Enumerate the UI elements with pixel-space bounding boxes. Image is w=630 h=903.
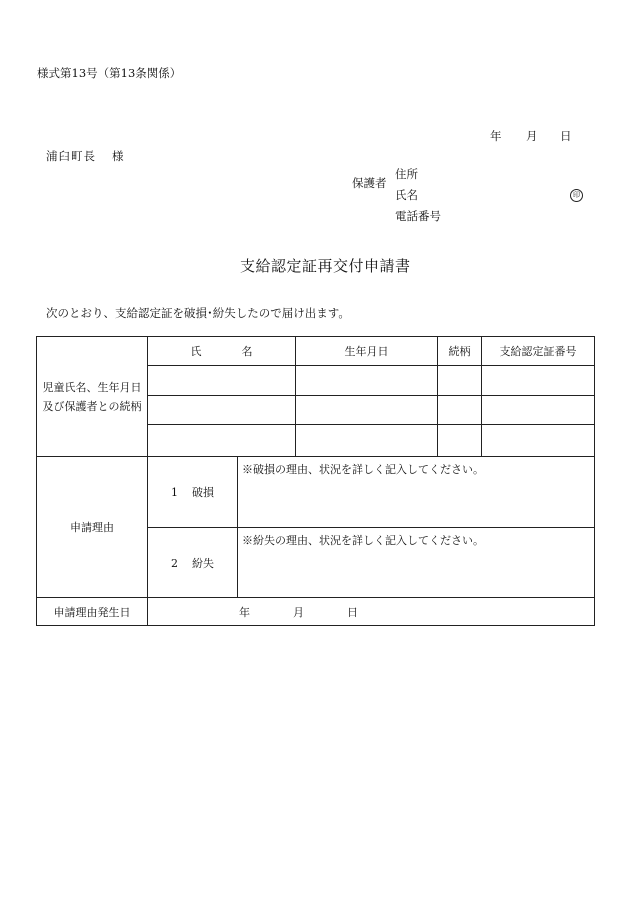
header-cert-number: 支給認定証番号 <box>482 337 595 366</box>
child-cert-number-cell[interactable] <box>482 366 595 396</box>
occurrence-day-label: 日 <box>347 605 358 619</box>
child-row-label-line-2: 及び保護者との続柄 <box>42 399 142 413</box>
child-name-cell[interactable] <box>148 396 296 425</box>
child-cert-number-cell[interactable] <box>482 396 595 425</box>
reason-loss-note[interactable]: ※紛失の理由、状況を詳しく記入してください。 <box>238 528 595 598</box>
child-row-label-line-1: 児童氏名、生年月日 <box>42 380 142 394</box>
reason-loss-label: 紛失 <box>192 556 214 570</box>
occurrence-label: 申請理由発生日 <box>37 598 148 626</box>
reason-damage-note[interactable]: ※破損の理由、状況を詳しく記入してください。 <box>238 457 595 528</box>
reason-row-damage <box>37 457 595 528</box>
header-name-part-2: 名 <box>241 345 253 358</box>
header-name-part-1: 氏 <box>190 345 202 358</box>
header-name <box>148 337 296 366</box>
header-relationship: 続柄 <box>438 337 482 366</box>
reason-loss-cell <box>148 528 238 598</box>
child-name-cell[interactable] <box>148 425 296 457</box>
guardian-label: 保護者 <box>352 176 387 190</box>
reason-label: 申請理由 <box>37 457 148 598</box>
intro-text: 次のとおり、支給認定証を破損･紛失したので届け出ます。 <box>46 306 350 320</box>
occurrence-row <box>37 598 595 626</box>
child-birthdate-cell[interactable] <box>296 366 438 396</box>
page-title: 支給認定証再交付申請書 <box>240 257 411 275</box>
addressee-town-chief: 浦臼町長 <box>46 149 96 163</box>
application-table <box>36 336 595 626</box>
reason-loss-number: 2 <box>171 556 178 570</box>
guardian-address-label: 住所 <box>395 167 418 181</box>
addressee-honorific: 様 <box>112 149 124 163</box>
child-name-cell[interactable] <box>148 366 296 396</box>
child-birthdate-cell[interactable] <box>296 425 438 457</box>
child-row-label <box>37 337 148 457</box>
date-year-label: 年 <box>490 129 502 143</box>
date-month-label: 月 <box>526 129 538 143</box>
occurrence-month-label: 月 <box>293 605 304 619</box>
guardian-phone-label: 電話番号 <box>395 209 441 223</box>
child-birthdate-cell[interactable] <box>296 396 438 425</box>
guardian-name-label: 氏名 <box>395 188 418 202</box>
date-day-label: 日 <box>560 129 572 143</box>
header-birthdate: 生年月日 <box>296 337 438 366</box>
child-relationship-cell[interactable] <box>438 396 482 425</box>
header-row <box>37 337 595 366</box>
reason-damage-number: 1 <box>171 486 178 499</box>
child-cert-number-cell[interactable] <box>482 425 595 457</box>
reason-damage-label: 破損 <box>192 486 214 499</box>
child-relationship-cell[interactable] <box>438 366 482 396</box>
seal-icon: 印 <box>570 189 583 202</box>
form-number: 様式第13号（第13条関係） <box>37 66 182 80</box>
reason-damage-cell <box>148 457 238 528</box>
occurrence-year-label: 年 <box>239 605 250 619</box>
occurrence-date-cell[interactable] <box>148 598 595 626</box>
child-relationship-cell[interactable] <box>438 425 482 457</box>
